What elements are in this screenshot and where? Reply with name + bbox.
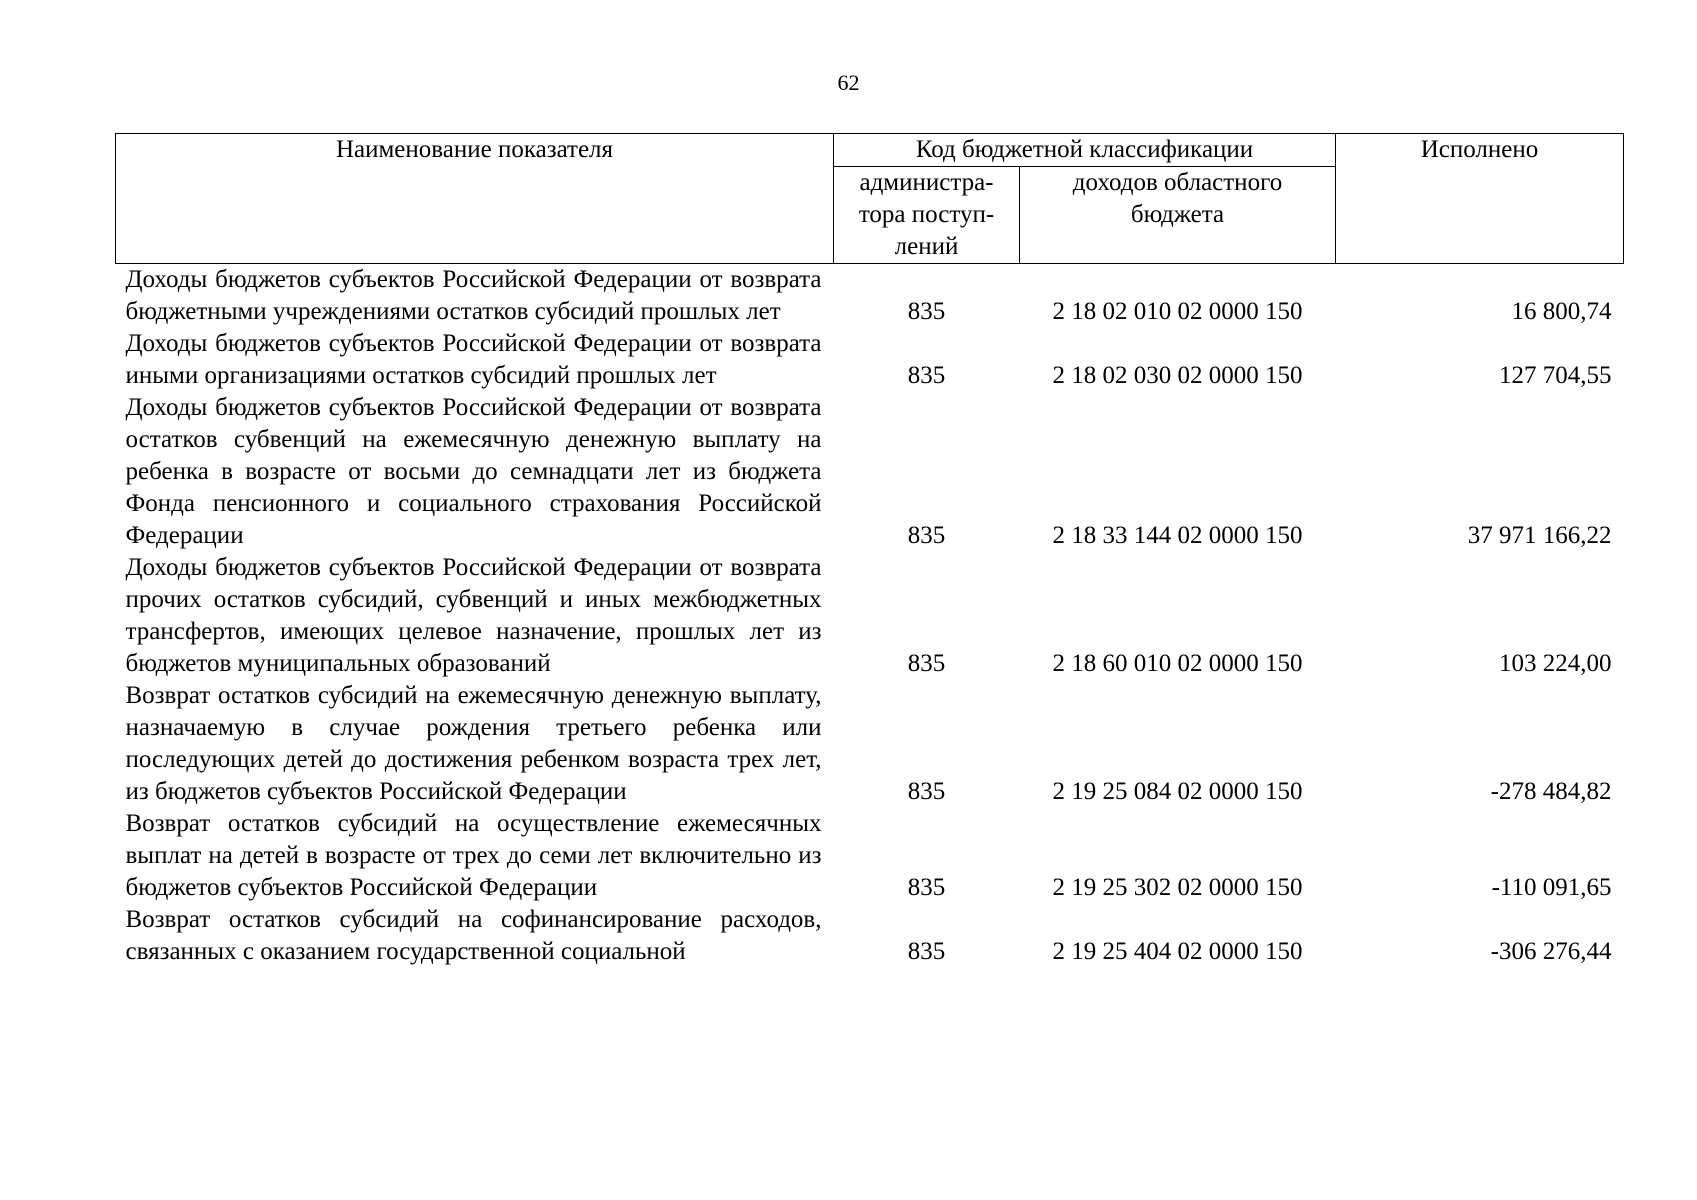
row-amount: 103 224,00 [1499,650,1612,677]
table-row [116,680,1624,808]
row-admin-code: 835 [907,874,946,901]
page-number: 62 [837,70,860,95]
table-header [116,134,1624,264]
header-name: Наименование показателя [116,134,834,264]
row-name: Доходы бюджетов субъектов Российской Федерации от возврата остатков субвенций на ежемесячную денежную выплату на ребенка в возрасте от восьми до семнадцати лет из бюджета Фонда пенсионного и социального страхования Российской Федерации [125,394,822,549]
row-admin-code: 835 [907,650,946,677]
row-amount: 37 971 166,22 [1467,522,1612,549]
row-amount: -110 091,65 [1491,874,1612,901]
row-amount: -278 484,82 [1490,778,1612,805]
table-row [116,392,1624,552]
row-budget-code: 2 19 25 302 02 0000 150 [1052,874,1303,901]
row-amount: 127 704,55 [1499,362,1612,389]
row-budget-code: 2 19 25 404 02 0000 150 [1052,938,1303,965]
row-name: Доходы бюджетов субъектов Российской Федерации от возврата бюджетными учреждениями остатков субсидий прошлых лет [125,266,822,325]
budget-table [115,133,1624,968]
table-row [116,904,1624,968]
row-admin-code: 835 [907,298,946,325]
table-row [116,264,1624,329]
header-code: доходов областного бюджета [1020,167,1336,264]
row-admin-code: 835 [907,778,946,805]
row-budget-code: 2 18 60 010 02 0000 150 [1052,650,1303,677]
table-row [116,328,1624,392]
row-admin-code: 835 [907,938,946,965]
table-row [116,552,1624,680]
row-name: Доходы бюджетов субъектов Российской Федерации от возврата иными организациями остатков субсидий прошлых лет [125,330,822,389]
row-budget-code: 2 19 25 084 02 0000 150 [1052,778,1303,805]
header-code-group: Код бюджетной классификации [834,134,1336,167]
row-amount: 16 800,74 [1511,298,1612,325]
row-amount: -306 276,44 [1490,938,1612,965]
row-name: Возврат остатков субсидий на ежемесячную денежную выплату, назначаемую в случае рождения третьего ребенка или последующих детей до достижения ребенком возраста трех лет, из бюджетов субъектов Российской Федерации [125,682,822,805]
table-row [116,808,1624,904]
row-budget-code: 2 18 02 030 02 0000 150 [1052,362,1303,389]
row-name: Возврат остатков субсидий на осуществление ежемесячных выплат на детей в возрасте от трех до семи лет включительно из бюджетов субъектов Российской Федерации [125,810,822,901]
header-admin: администра-тора поступ-лений [834,167,1020,264]
table-body [116,264,1624,969]
header-executed: Исполнено [1336,134,1624,264]
row-admin-code: 835 [907,362,946,389]
row-budget-code: 2 18 02 010 02 0000 150 [1052,298,1303,325]
row-name: Доходы бюджетов субъектов Российской Федерации от возврата прочих остатков субсидий, субвенций и иных межбюджетных трансфертов, имеющих целевое назначение, прошлых лет из бюджетов муниципальных образований [125,554,822,677]
row-admin-code: 835 [907,522,946,549]
row-budget-code: 2 18 33 144 02 0000 150 [1052,522,1303,549]
row-name: Возврат остатков субсидий на софинансирование расходов, связанных с оказанием государственной социальной [125,906,822,965]
